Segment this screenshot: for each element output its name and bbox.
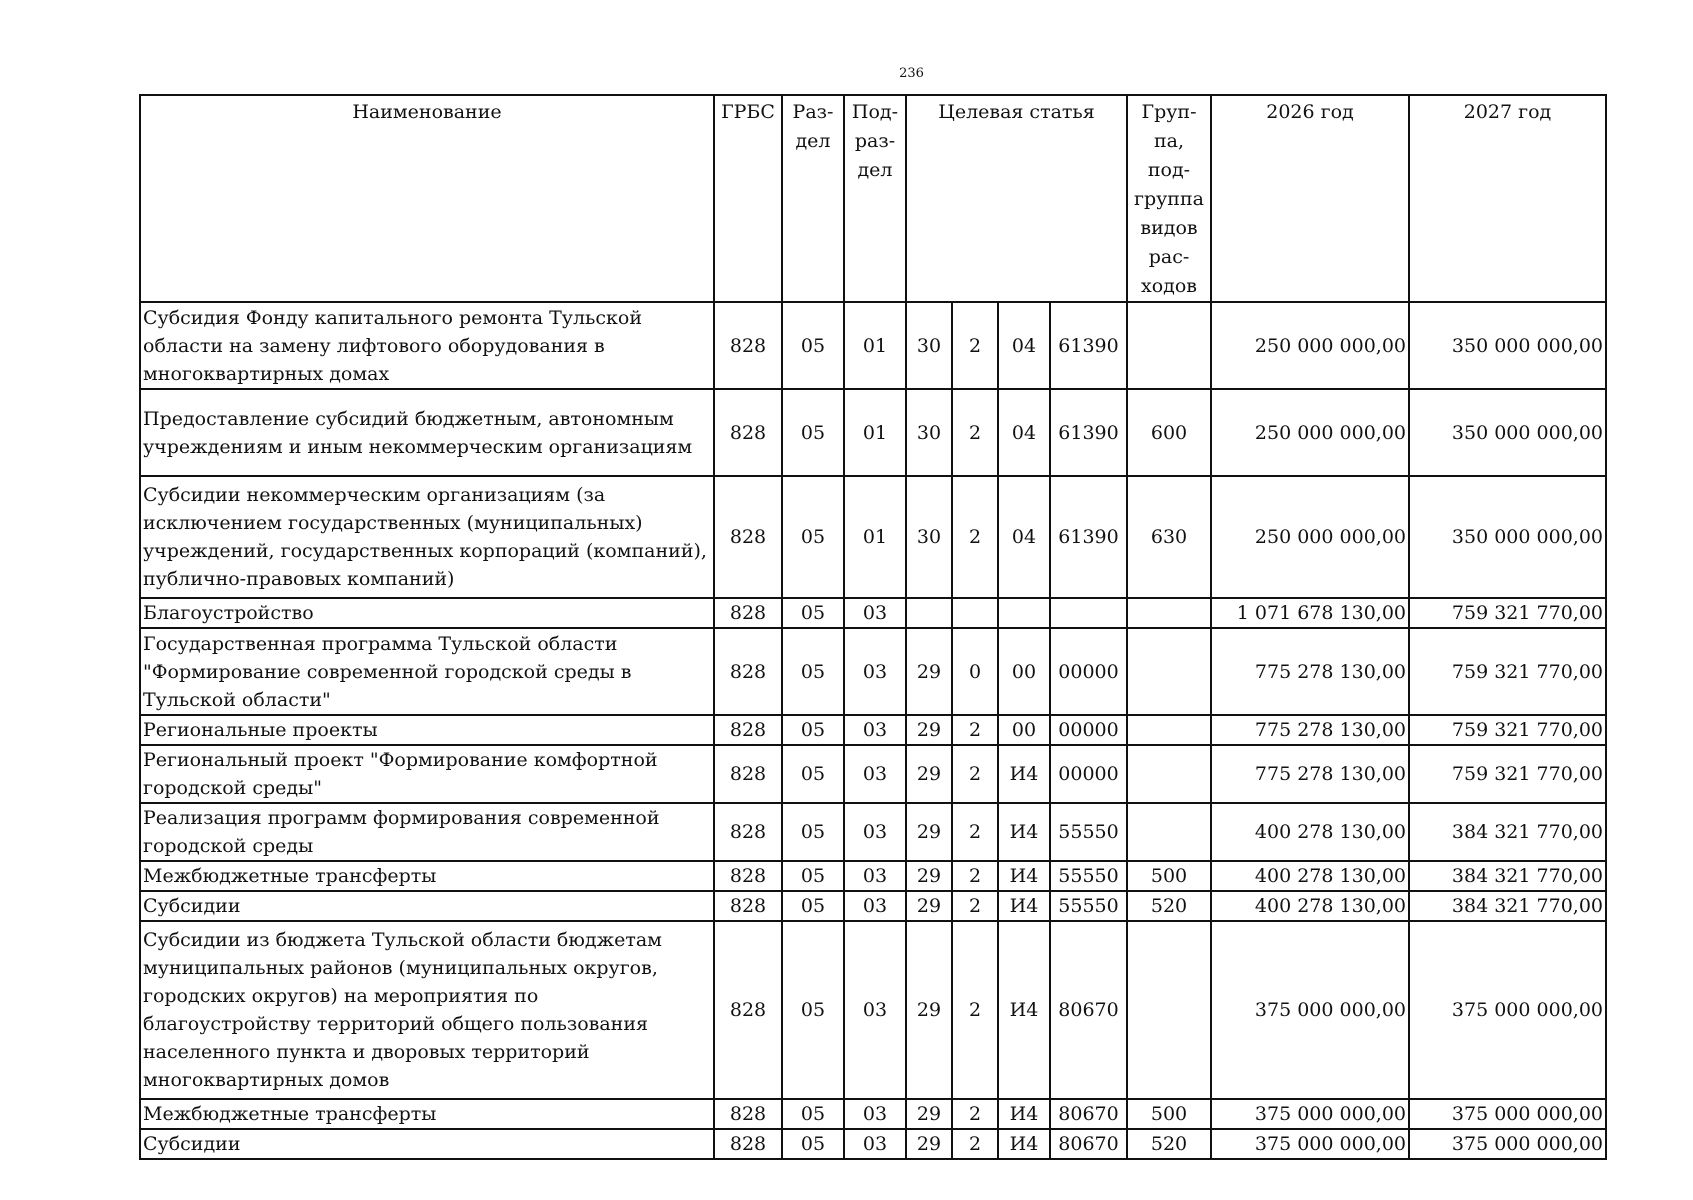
row-name: Субсидии <box>140 1129 714 1159</box>
row-target-program: 29 <box>906 803 952 861</box>
row-amount-2026: 250 000 000,00 <box>1211 389 1409 476</box>
row-section: 05 <box>782 745 844 803</box>
row-amount-2027: 759 321 770,00 <box>1409 628 1606 715</box>
row-amount-2027: 384 321 770,00 <box>1409 803 1606 861</box>
row-subsection: 03 <box>844 861 906 891</box>
row-subsection: 01 <box>844 389 906 476</box>
row-section: 05 <box>782 1129 844 1159</box>
table-row <box>140 476 1606 598</box>
row-target-program: 30 <box>906 476 952 598</box>
row-target-program: 30 <box>906 389 952 476</box>
row-target-direction: 61390 <box>1050 389 1127 476</box>
row-subsection: 03 <box>844 628 906 715</box>
row-group <box>1127 715 1211 745</box>
row-target-direction <box>1050 598 1127 628</box>
row-amount-2026: 375 000 000,00 <box>1211 921 1409 1099</box>
header-subsection: Под- раз- дел <box>844 95 906 302</box>
row-amount-2026: 400 278 130,00 <box>1211 861 1409 891</box>
row-grbs: 828 <box>714 476 782 598</box>
row-section: 05 <box>782 891 844 921</box>
row-section: 05 <box>782 1099 844 1129</box>
row-grbs: 828 <box>714 628 782 715</box>
row-target-program: 29 <box>906 1099 952 1129</box>
row-target-element: 04 <box>998 476 1050 598</box>
row-amount-2026: 250 000 000,00 <box>1211 476 1409 598</box>
row-grbs: 828 <box>714 389 782 476</box>
header-section: Раз- дел <box>782 95 844 302</box>
row-section: 05 <box>782 861 844 891</box>
row-amount-2027: 375 000 000,00 <box>1409 1099 1606 1129</box>
table-row <box>140 891 1606 921</box>
row-section: 05 <box>782 628 844 715</box>
budget-table <box>139 94 1607 1160</box>
row-target-type: 2 <box>952 476 998 598</box>
row-amount-2027: 350 000 000,00 <box>1409 302 1606 389</box>
row-target-element: 00 <box>998 715 1050 745</box>
row-section: 05 <box>782 389 844 476</box>
row-target-type: 2 <box>952 861 998 891</box>
row-name: Региональный проект "Формирование комфортной городской среды" <box>140 745 714 803</box>
row-target-type: 2 <box>952 891 998 921</box>
row-target-direction: 00000 <box>1050 628 1127 715</box>
table-row <box>140 745 1606 803</box>
row-amount-2026: 1 071 678 130,00 <box>1211 598 1409 628</box>
row-amount-2027: 759 321 770,00 <box>1409 715 1606 745</box>
table-row <box>140 861 1606 891</box>
row-target-element: 04 <box>998 302 1050 389</box>
row-amount-2027: 375 000 000,00 <box>1409 1129 1606 1159</box>
row-amount-2027: 384 321 770,00 <box>1409 861 1606 891</box>
row-subsection: 03 <box>844 745 906 803</box>
row-group: 500 <box>1127 861 1211 891</box>
row-name: Межбюджетные трансферты <box>140 1099 714 1129</box>
row-target-element: И4 <box>998 861 1050 891</box>
row-target-program: 29 <box>906 921 952 1099</box>
row-group: 600 <box>1127 389 1211 476</box>
table-row <box>140 628 1606 715</box>
row-amount-2027: 759 321 770,00 <box>1409 598 1606 628</box>
row-subsection: 03 <box>844 1129 906 1159</box>
row-target-type: 2 <box>952 921 998 1099</box>
row-target-direction: 80670 <box>1050 1099 1127 1129</box>
row-group: 500 <box>1127 1099 1211 1129</box>
row-target-type: 2 <box>952 745 998 803</box>
row-amount-2026: 775 278 130,00 <box>1211 745 1409 803</box>
row-section: 05 <box>782 598 844 628</box>
row-target-program: 29 <box>906 715 952 745</box>
row-group <box>1127 628 1211 715</box>
row-target-direction: 61390 <box>1050 476 1127 598</box>
row-subsection: 01 <box>844 302 906 389</box>
row-name: Субсидия Фонду капитального ремонта Тульской области на замену лифтового оборудования в многоквартирных домах <box>140 302 714 389</box>
row-grbs: 828 <box>714 803 782 861</box>
row-amount-2026: 775 278 130,00 <box>1211 628 1409 715</box>
row-target-type: 2 <box>952 1099 998 1129</box>
row-target-type: 2 <box>952 389 998 476</box>
row-subsection: 03 <box>844 891 906 921</box>
table-row <box>140 1099 1606 1129</box>
row-name: Субсидии <box>140 891 714 921</box>
table-row <box>140 389 1606 476</box>
row-grbs: 828 <box>714 715 782 745</box>
row-target-type <box>952 598 998 628</box>
row-target-type: 2 <box>952 302 998 389</box>
row-group <box>1127 302 1211 389</box>
row-target-program: 29 <box>906 891 952 921</box>
row-name: Предоставление субсидий бюджетным, автономным учреждениям и иным некоммерческим организациям <box>140 389 714 476</box>
row-subsection: 03 <box>844 715 906 745</box>
table-row <box>140 921 1606 1099</box>
row-amount-2026: 375 000 000,00 <box>1211 1129 1409 1159</box>
row-group: 630 <box>1127 476 1211 598</box>
row-target-program: 29 <box>906 861 952 891</box>
row-target-element: И4 <box>998 921 1050 1099</box>
row-name: Межбюджетные трансферты <box>140 861 714 891</box>
row-group: 520 <box>1127 891 1211 921</box>
row-target-program: 29 <box>906 745 952 803</box>
header-group: Груп- па, под- группа видов рас- ходов <box>1127 95 1211 302</box>
row-group <box>1127 803 1211 861</box>
row-name: Реализация программ формирования современной городской среды <box>140 803 714 861</box>
row-name: Региональные проекты <box>140 715 714 745</box>
row-grbs: 828 <box>714 861 782 891</box>
row-grbs: 828 <box>714 921 782 1099</box>
row-group: 520 <box>1127 1129 1211 1159</box>
row-section: 05 <box>782 803 844 861</box>
row-grbs: 828 <box>714 1129 782 1159</box>
row-subsection: 01 <box>844 476 906 598</box>
header-2027: 2027 год <box>1409 95 1606 302</box>
row-subsection: 03 <box>844 598 906 628</box>
page-number: 236 <box>899 66 924 81</box>
row-target-direction: 80670 <box>1050 1129 1127 1159</box>
row-section: 05 <box>782 302 844 389</box>
table-row <box>140 302 1606 389</box>
table-row <box>140 715 1606 745</box>
row-group <box>1127 598 1211 628</box>
row-grbs: 828 <box>714 598 782 628</box>
row-target-type: 2 <box>952 1129 998 1159</box>
row-group <box>1127 745 1211 803</box>
row-target-element: И4 <box>998 803 1050 861</box>
row-group <box>1127 921 1211 1099</box>
row-target-program: 29 <box>906 1129 952 1159</box>
row-name: Субсидии из бюджета Тульской области бюджетам муниципальных районов (муниципальных округов, городских округов) на мероприятия по благоустройству территорий общего пользования населенного пункта и дворовых территорий многоквартирных домов <box>140 921 714 1099</box>
row-grbs: 828 <box>714 1099 782 1129</box>
row-target-element <box>998 598 1050 628</box>
table-row <box>140 803 1606 861</box>
row-target-element: И4 <box>998 1099 1050 1129</box>
row-section: 05 <box>782 921 844 1099</box>
row-name: Благоустройство <box>140 598 714 628</box>
row-target-program: 30 <box>906 302 952 389</box>
row-subsection: 03 <box>844 1099 906 1129</box>
header-2026: 2026 год <box>1211 95 1409 302</box>
row-target-type: 2 <box>952 715 998 745</box>
row-target-program <box>906 598 952 628</box>
row-name: Субсидии некоммерческим организациям (за исключением государственных (муниципальных) учреждений, государственных корпораций (компаний), публично-правовых компаний) <box>140 476 714 598</box>
header-grbs: ГРБС <box>714 95 782 302</box>
row-target-direction: 55550 <box>1050 803 1127 861</box>
row-section: 05 <box>782 715 844 745</box>
row-amount-2027: 350 000 000,00 <box>1409 389 1606 476</box>
row-grbs: 828 <box>714 745 782 803</box>
row-amount-2026: 400 278 130,00 <box>1211 891 1409 921</box>
row-name: Государственная программа Тульской области "Формирование современной городской среды в Тульской области" <box>140 628 714 715</box>
row-subsection: 03 <box>844 921 906 1099</box>
table-row <box>140 598 1606 628</box>
row-amount-2026: 775 278 130,00 <box>1211 715 1409 745</box>
row-target-direction: 61390 <box>1050 302 1127 389</box>
row-target-element: 00 <box>998 628 1050 715</box>
row-amount-2027: 759 321 770,00 <box>1409 745 1606 803</box>
row-amount-2027: 384 321 770,00 <box>1409 891 1606 921</box>
row-target-direction: 00000 <box>1050 715 1127 745</box>
row-section: 05 <box>782 476 844 598</box>
row-target-element: 04 <box>998 389 1050 476</box>
row-amount-2026: 400 278 130,00 <box>1211 803 1409 861</box>
row-target-element: И4 <box>998 1129 1050 1159</box>
row-target-direction: 55550 <box>1050 861 1127 891</box>
row-target-direction: 55550 <box>1050 891 1127 921</box>
row-grbs: 828 <box>714 891 782 921</box>
table-header-row <box>140 95 1606 302</box>
row-subsection: 03 <box>844 803 906 861</box>
row-target-direction: 80670 <box>1050 921 1127 1099</box>
row-amount-2026: 250 000 000,00 <box>1211 302 1409 389</box>
row-target-program: 29 <box>906 628 952 715</box>
row-target-direction: 00000 <box>1050 745 1127 803</box>
row-amount-2027: 350 000 000,00 <box>1409 476 1606 598</box>
header-target: Целевая статья <box>906 95 1127 302</box>
row-target-element: И4 <box>998 891 1050 921</box>
row-grbs: 828 <box>714 302 782 389</box>
row-target-element: И4 <box>998 745 1050 803</box>
row-target-type: 2 <box>952 803 998 861</box>
row-amount-2027: 375 000 000,00 <box>1409 921 1606 1099</box>
row-target-type: 0 <box>952 628 998 715</box>
row-amount-2026: 375 000 000,00 <box>1211 1099 1409 1129</box>
header-name: Наименование <box>140 95 714 302</box>
table-row <box>140 1129 1606 1159</box>
